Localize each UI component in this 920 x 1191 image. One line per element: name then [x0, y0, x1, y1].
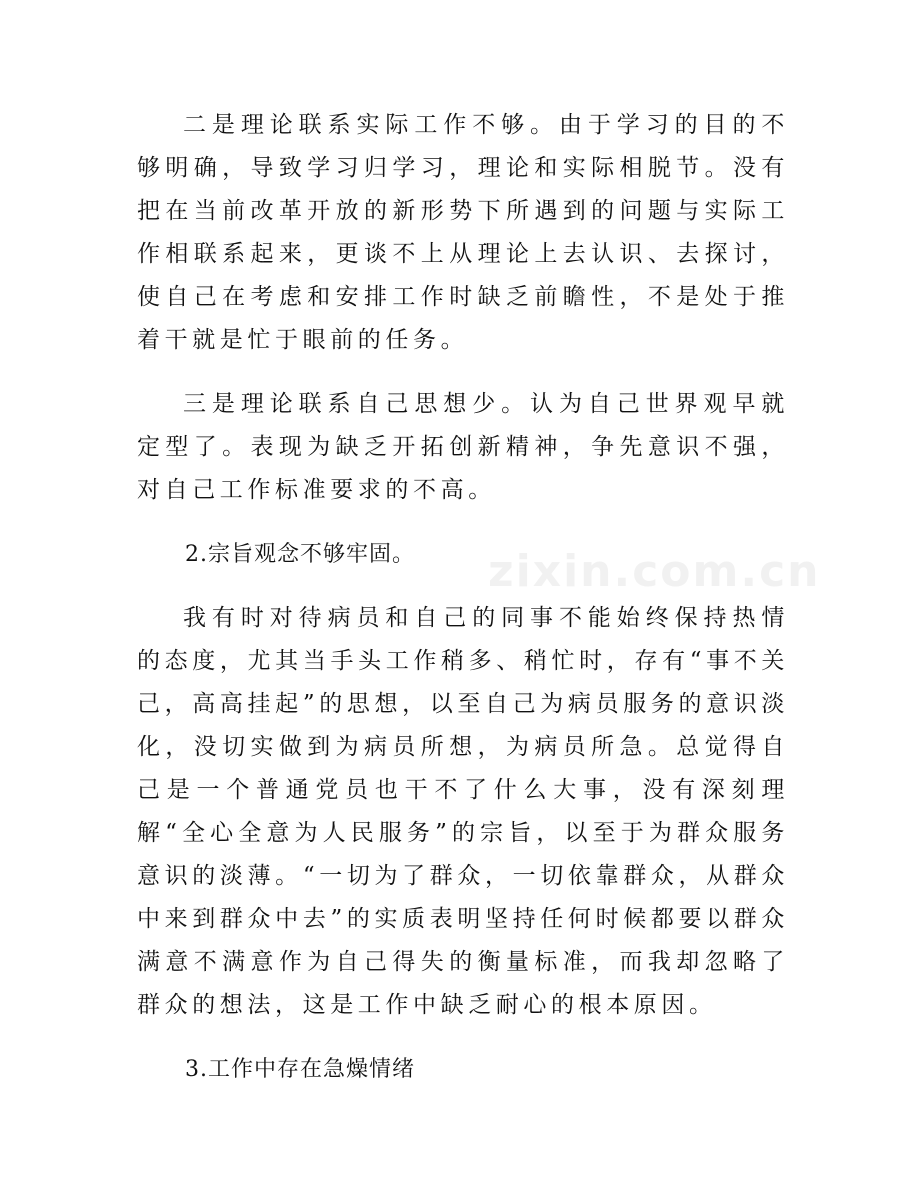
paragraph-theory-self: 三是理论联系自己思想少。认为自己世界观早就定型了。表现为缺乏开拓创新精神，争先意识不强，对自己工作标准要求的不高。 — [137, 391, 789, 503]
watermark-logo: zixin.com.cn — [488, 546, 821, 597]
document-body — [137, 104, 789, 1091]
section-heading-impatience: 3.工作中存在急燥情绪 — [185, 1057, 415, 1082]
paragraph-theory-practice: 二是理论联系实际工作不够。由于学习的目的不够明确，导致学习归学习，理论和实际相脱节。没有把在当前改革开放的新形势下所遇到的问题与实际工作相联系起来，更谈不上从理论上去认识、去探讨，使自己在考虑和安排工作时缺乏前瞻性，不是处于推着干就是忙于眼前的任务。 — [137, 112, 789, 353]
paragraph-service-attitude: 我有时对待病员和自己的同事不能始终保持热情的态度，尤其当手头工作稍多、稍忙时，存有“事不关己，高高挂起”的思想，以至自己为病员服务的意识淡化，没切实做到为病员所想，为病员所急。总觉得自己是一个普通党员也干不了什么大事，没有深刻理解“全心全意为人民服务”的宗旨，以至于为群众服务意识的淡薄。“一切为了群众，一切依靠群众，从群众中来到群众中去”的实质表明坚持任何时候都要以群众满意不满意作为自己得失的衡量标准，而我却忽略了群众的想法，这是工作中缺乏耐心的根本原因。 — [137, 605, 789, 1018]
section-heading-purpose: 2.宗旨观念不够牢固。 — [185, 542, 415, 567]
